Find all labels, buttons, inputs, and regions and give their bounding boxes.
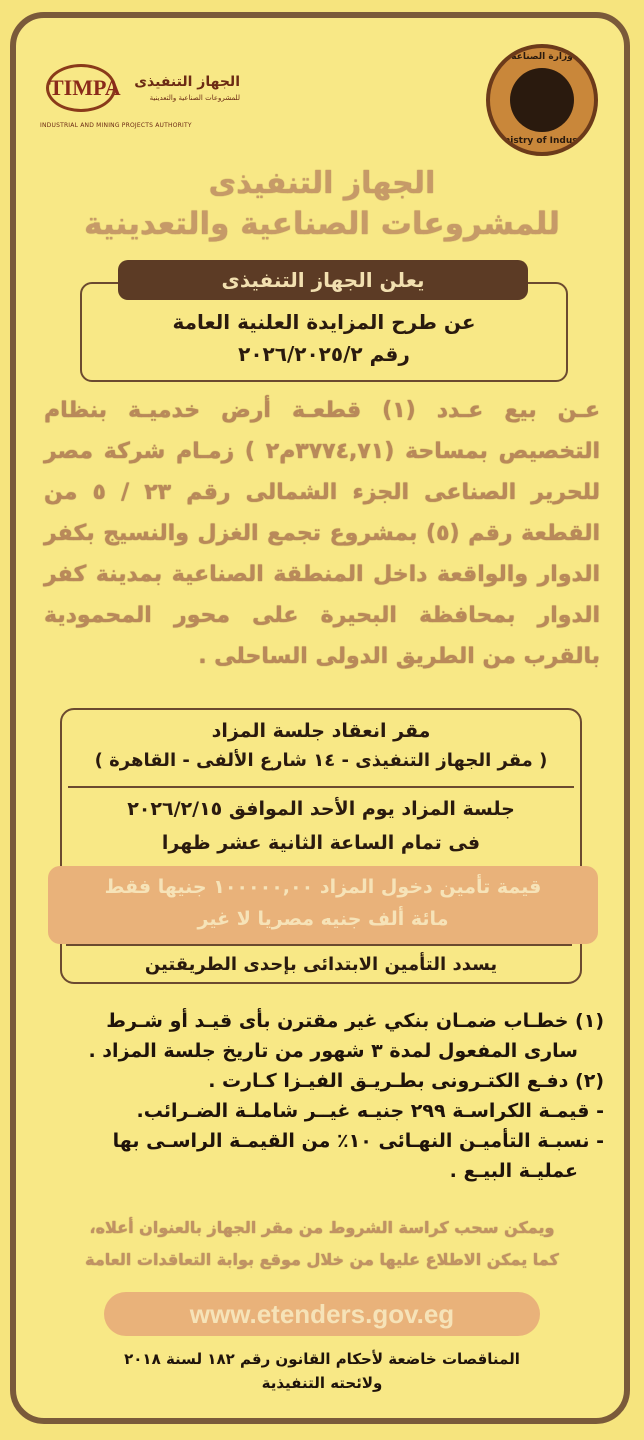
legal-note-1: المناقصات خاضعة لأحكام القانون رقم ١٨٢ لسنة ٢٠١٨ xyxy=(124,1350,520,1368)
timpa-english-name: INDUSTRIAL AND MINING PROJECTS AUTHORITY xyxy=(40,122,192,129)
list-item: (٢) دفـع الكتـرونى بطـريـق الفيـزا كـارت . xyxy=(208,1070,604,1092)
insurance-highlight xyxy=(48,866,598,944)
list-item: (١) خطـاب ضمـان بنكي غير مقترن بأى قيـد أو شـرط xyxy=(106,1010,604,1032)
venue-title: مقر انعقاد جلسة المزاد xyxy=(211,720,431,742)
divider xyxy=(66,944,572,946)
list-item: - نسبـة التأميـن النهـائى ١٠٪ من القيمـة الراسـى بها xyxy=(112,1130,604,1152)
announce-banner: يعلن الجهاز التنفيذى xyxy=(118,260,528,300)
brochure-note-1: ويمكن سحب كراسة الشروط من مقر الجهاز بالعنوان أعلاه، xyxy=(89,1218,555,1237)
auction-number: رقم ٢٠٢٦/٢٠٢٥/٢ xyxy=(238,342,410,366)
list-item: - قيمـة الكراسـة ٢٩٩ جنيـه غيــر شاملـة الضـرائب. xyxy=(136,1100,604,1122)
timpa-arabic-sub: للمشروعات الصناعية والتعدينية xyxy=(149,94,240,102)
seal-bottom-text: Ministry of Industry xyxy=(491,136,593,146)
insurance-words: مائة ألف جنيه مصريا لا غير xyxy=(197,908,449,930)
list-item: عمليـة البيـع . xyxy=(449,1160,578,1182)
auction-title: عن طرح المزايدة العلنية العامة xyxy=(172,310,476,334)
timpa-arabic-name: الجهاز التنفيذى xyxy=(134,74,240,90)
divider xyxy=(68,786,574,788)
payment-heading: يسدد التأمين الابتدائى بإحدى الطريقتين xyxy=(144,954,498,975)
conditions-list xyxy=(40,1006,604,1186)
ministry-seal xyxy=(486,44,598,156)
eagle-emblem-icon xyxy=(510,68,574,132)
brochure-note-2: كما يمكن الاطلاع عليها من خلال موقع بوابة التعاقدات العامة xyxy=(85,1250,559,1269)
timpa-mark: TIMPA xyxy=(46,64,116,112)
list-item: سارى المفعول لمدة ٣ شهور من تاريخ جلسة المزاد . xyxy=(88,1040,578,1062)
auction-description: عـن بيع عـدد (١) قطعـة أرض خدميـة بنظام التخصيص بمساحة (٣٧٧٤,٧١م٢ ) زمـام شركة مصر للحرير الصناعى الجزء الشمالى رقم ٢٣ / ٥ من القطعة رقم (٥) بمشروع تجمع الغزل والنسيج بكفر الدوار والواقعة داخل المنطقة الصناعية بمدينة كفر الدوار بمحافظة البحيرة على محور المحمودية بالقرب من الطريق الدولى الساحلى . xyxy=(44,398,600,669)
insurance-amount: قيمة تأمين دخول المزاد ١٠٠٠٠٠,٠٠ جنيها فقط xyxy=(104,876,542,898)
session-time: فى تمام الساعة الثانية عشر ظهرا xyxy=(161,832,481,854)
seal-top-text: وزارة الصناعة xyxy=(511,52,573,62)
session-date: جلسة المزاد يوم الأحد الموافق ٢٠٢٦/٢/١٥ xyxy=(127,798,515,820)
etenders-link[interactable]: www.etenders.gov.eg xyxy=(104,1292,540,1336)
title-line-1: الجهاز التنفيذى xyxy=(208,166,436,201)
legal-note-2: ولائحته التنفيذية xyxy=(261,1374,383,1392)
timpa-logo xyxy=(40,64,240,144)
title-line-2: للمشروعات الصناعية والتعدينية xyxy=(84,206,560,242)
venue-detail: ( مقر الجهاز التنفيذى - ١٤ شارع الألفى - القاهرة ) xyxy=(94,750,548,771)
